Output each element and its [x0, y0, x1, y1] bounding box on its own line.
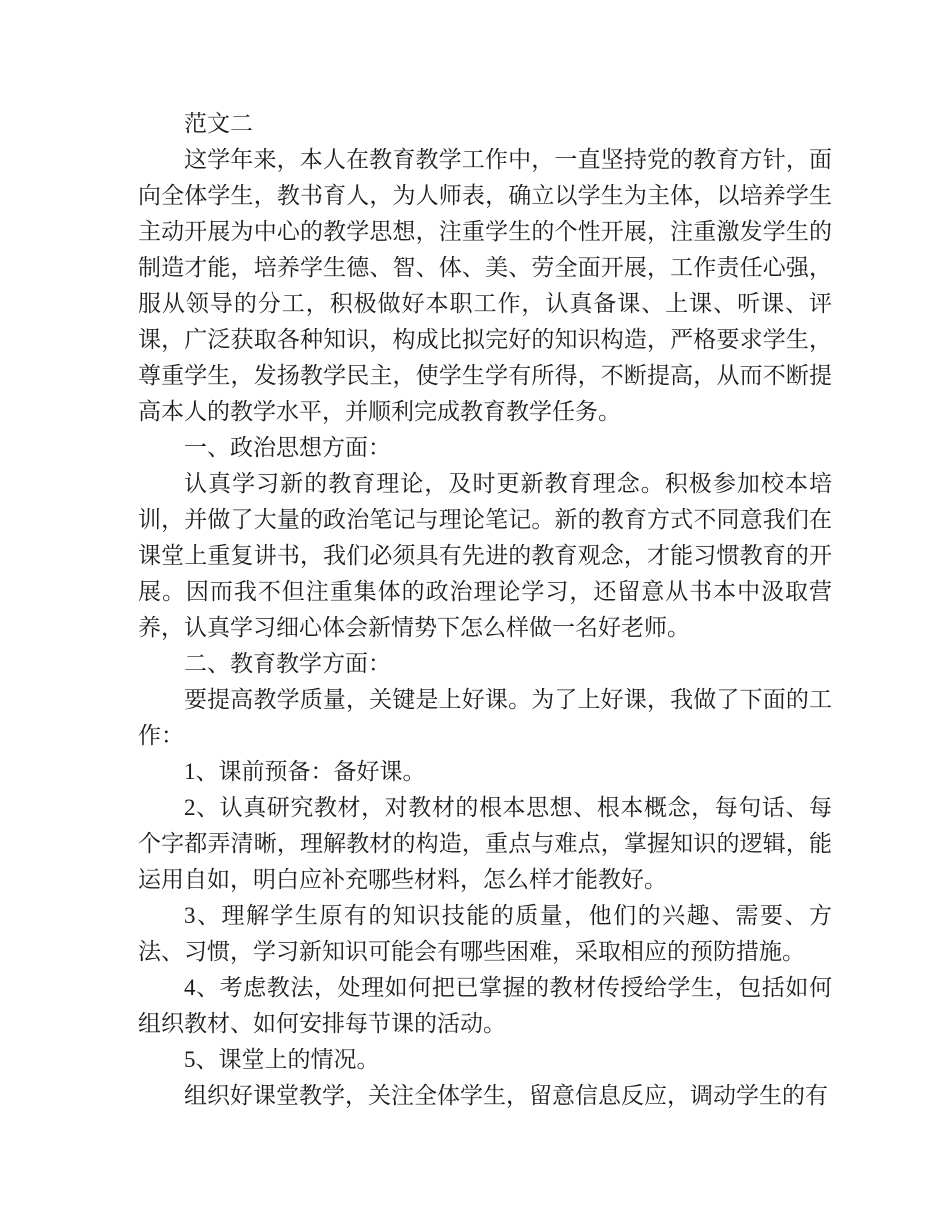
paragraph: 1、课前预备：备好课。: [184, 759, 426, 784]
paragraph: 2、认真研究教材，对教材的根本思想、根本概念，每句话、每个字都弄清晰，理解教材的构造，重点与难点，掌握知识的逻辑，能运用自如，明白应补充哪些材料，怎么样才能教好。: [138, 795, 832, 892]
paragraph: 一、政治思想方面：: [184, 435, 391, 460]
document-body: [138, 106, 832, 1114]
paragraph: 这学年来，本人在教育教学工作中，一直坚持党的教育方针，面向全体学生，教书育人，为人师表，确立以学生为主体，以培养学生主动开展为中心的教学思想，注重学生的个性开展，注重激发学生的制造才能，培养学生德、智、体、美、劳全面开展，工作责任心强，服从领导的分工，积极做好本职工作，认真备课、上课、听课、评课，广泛获取各种知识，构成比拟完好的知识构造，严格要求学生，尊重学生，发扬教学民主，使学生学有所得，不断提高，从而不断提高本人的教学水平，并顺利完成教育教学任务。: [138, 147, 832, 424]
paragraph: 二、教育教学方面：: [184, 651, 391, 676]
paragraph: 认真学习新的教育理论，及时更新教育理念。积极参加校本培训，并做了大量的政治笔记与理论笔记。新的教育方式不同意我们在课堂上重复讲书，我们必须具有先进的教育观念，才能习惯教育的开展。因而我不但注重集体的政治理论学习，还留意从书本中汲取营养，认真学习细心体会新情势下怎么样做一名好老师。: [138, 471, 832, 640]
paragraph: 4、考虑教法，处理如何把已掌握的教材传授给学生，包括如何组织教材、如何安排每节课的活动。: [138, 975, 832, 1036]
paragraph: 5、课堂上的情况。: [184, 1047, 380, 1072]
paragraph: 要提高教学质量，关键是上好课。为了上好课，我做了下面的工作：: [138, 687, 832, 748]
paragraph: 组织好课堂教学，关注全体学生，留意信息反应，调动学生的有: [184, 1083, 828, 1108]
paragraph: 3、理解学生原有的知识技能的质量，他们的兴趣、需要、方法、习惯，学习新知识可能会有哪些困难，采取相应的预防措施。: [138, 903, 832, 964]
paragraph: 范文二: [184, 111, 253, 136]
